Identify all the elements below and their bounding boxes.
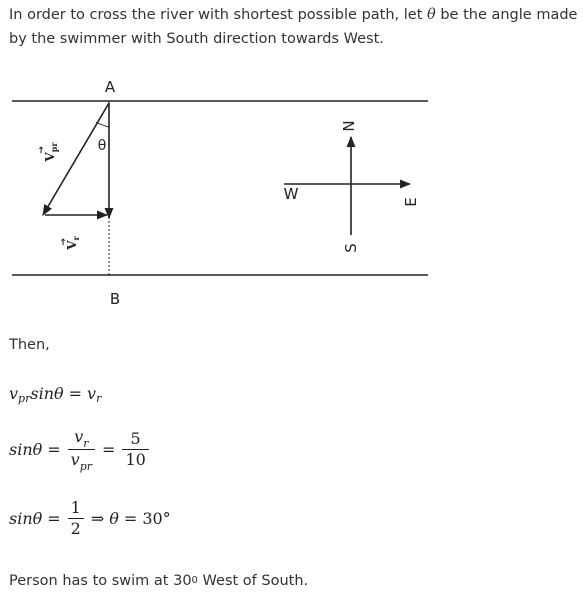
eq3-equals-2: = bbox=[123, 509, 138, 528]
intro-text-before: In order to cross the river with shortest possible path, let bbox=[9, 7, 427, 23]
compass-label-n: N bbox=[340, 120, 358, 132]
conclusion-text bbox=[9, 569, 308, 595]
eq2-num-v: v bbox=[74, 427, 84, 446]
label-theta: θ bbox=[97, 138, 107, 154]
theta-arc bbox=[96, 122, 109, 127]
label-point-b: B bbox=[109, 290, 121, 308]
eq1-v: v bbox=[9, 384, 19, 403]
equation-2 bbox=[9, 428, 151, 471]
eq2-den-sub: pr bbox=[79, 460, 93, 473]
equation-1 bbox=[9, 384, 101, 403]
eq2-equals-2: = bbox=[102, 440, 116, 459]
eq3-result: 30° bbox=[142, 509, 171, 528]
eq2-fraction-2 bbox=[122, 430, 148, 469]
eq2-lhs: sinθ bbox=[9, 440, 43, 459]
eq1-rhs-v: v bbox=[87, 384, 97, 403]
conclusion-degree: 0 bbox=[191, 575, 198, 586]
intro-theta: θ bbox=[427, 7, 436, 23]
label-vpr-arrow: → bbox=[37, 146, 47, 154]
eq1-sin: sin bbox=[30, 384, 54, 403]
eq1-rhs-sub: r bbox=[96, 392, 102, 405]
eq2-num-2: 5 bbox=[130, 429, 141, 448]
eq2-den-2: 10 bbox=[122, 449, 148, 469]
eq2-den-v: v bbox=[70, 450, 80, 469]
eq2-fraction-1 bbox=[68, 428, 95, 471]
label-vpr: $V_{pr}$ bbox=[43, 142, 59, 162]
eq3-num: 1 bbox=[70, 498, 81, 517]
label-point-a: A bbox=[104, 78, 116, 96]
label-vr-arrow: → bbox=[59, 238, 69, 246]
river-diagram bbox=[0, 70, 440, 315]
eq3-equals-1: = bbox=[47, 509, 61, 528]
eq3-theta: θ bbox=[109, 509, 119, 528]
intro-text-after: be the angle made by the swimmer with South direction towards West. bbox=[9, 7, 578, 47]
eq1-equals: = bbox=[68, 384, 83, 403]
eq3-den: 2 bbox=[68, 518, 84, 538]
then-text: Then, bbox=[9, 337, 50, 353]
eq1-pr: pr bbox=[18, 392, 31, 405]
eq3-implies: ⇒ bbox=[90, 509, 105, 528]
compass-label-s: S bbox=[342, 243, 360, 253]
intro-paragraph bbox=[9, 3, 581, 51]
conclusion-before: Person has to swim at 30 bbox=[9, 573, 192, 589]
eq3-lhs: sinθ bbox=[9, 509, 43, 528]
conclusion-after: West of South. bbox=[197, 573, 309, 589]
equation-3 bbox=[9, 499, 171, 538]
compass-label-w: W bbox=[283, 185, 299, 203]
label-vr: $V_r$ bbox=[65, 236, 81, 250]
eq1-theta: θ bbox=[54, 384, 64, 403]
eq2-equals-1: = bbox=[47, 440, 61, 459]
eq3-fraction bbox=[68, 499, 84, 538]
eq2-num-sub: r bbox=[83, 437, 89, 450]
compass-label-e: E bbox=[402, 197, 420, 207]
